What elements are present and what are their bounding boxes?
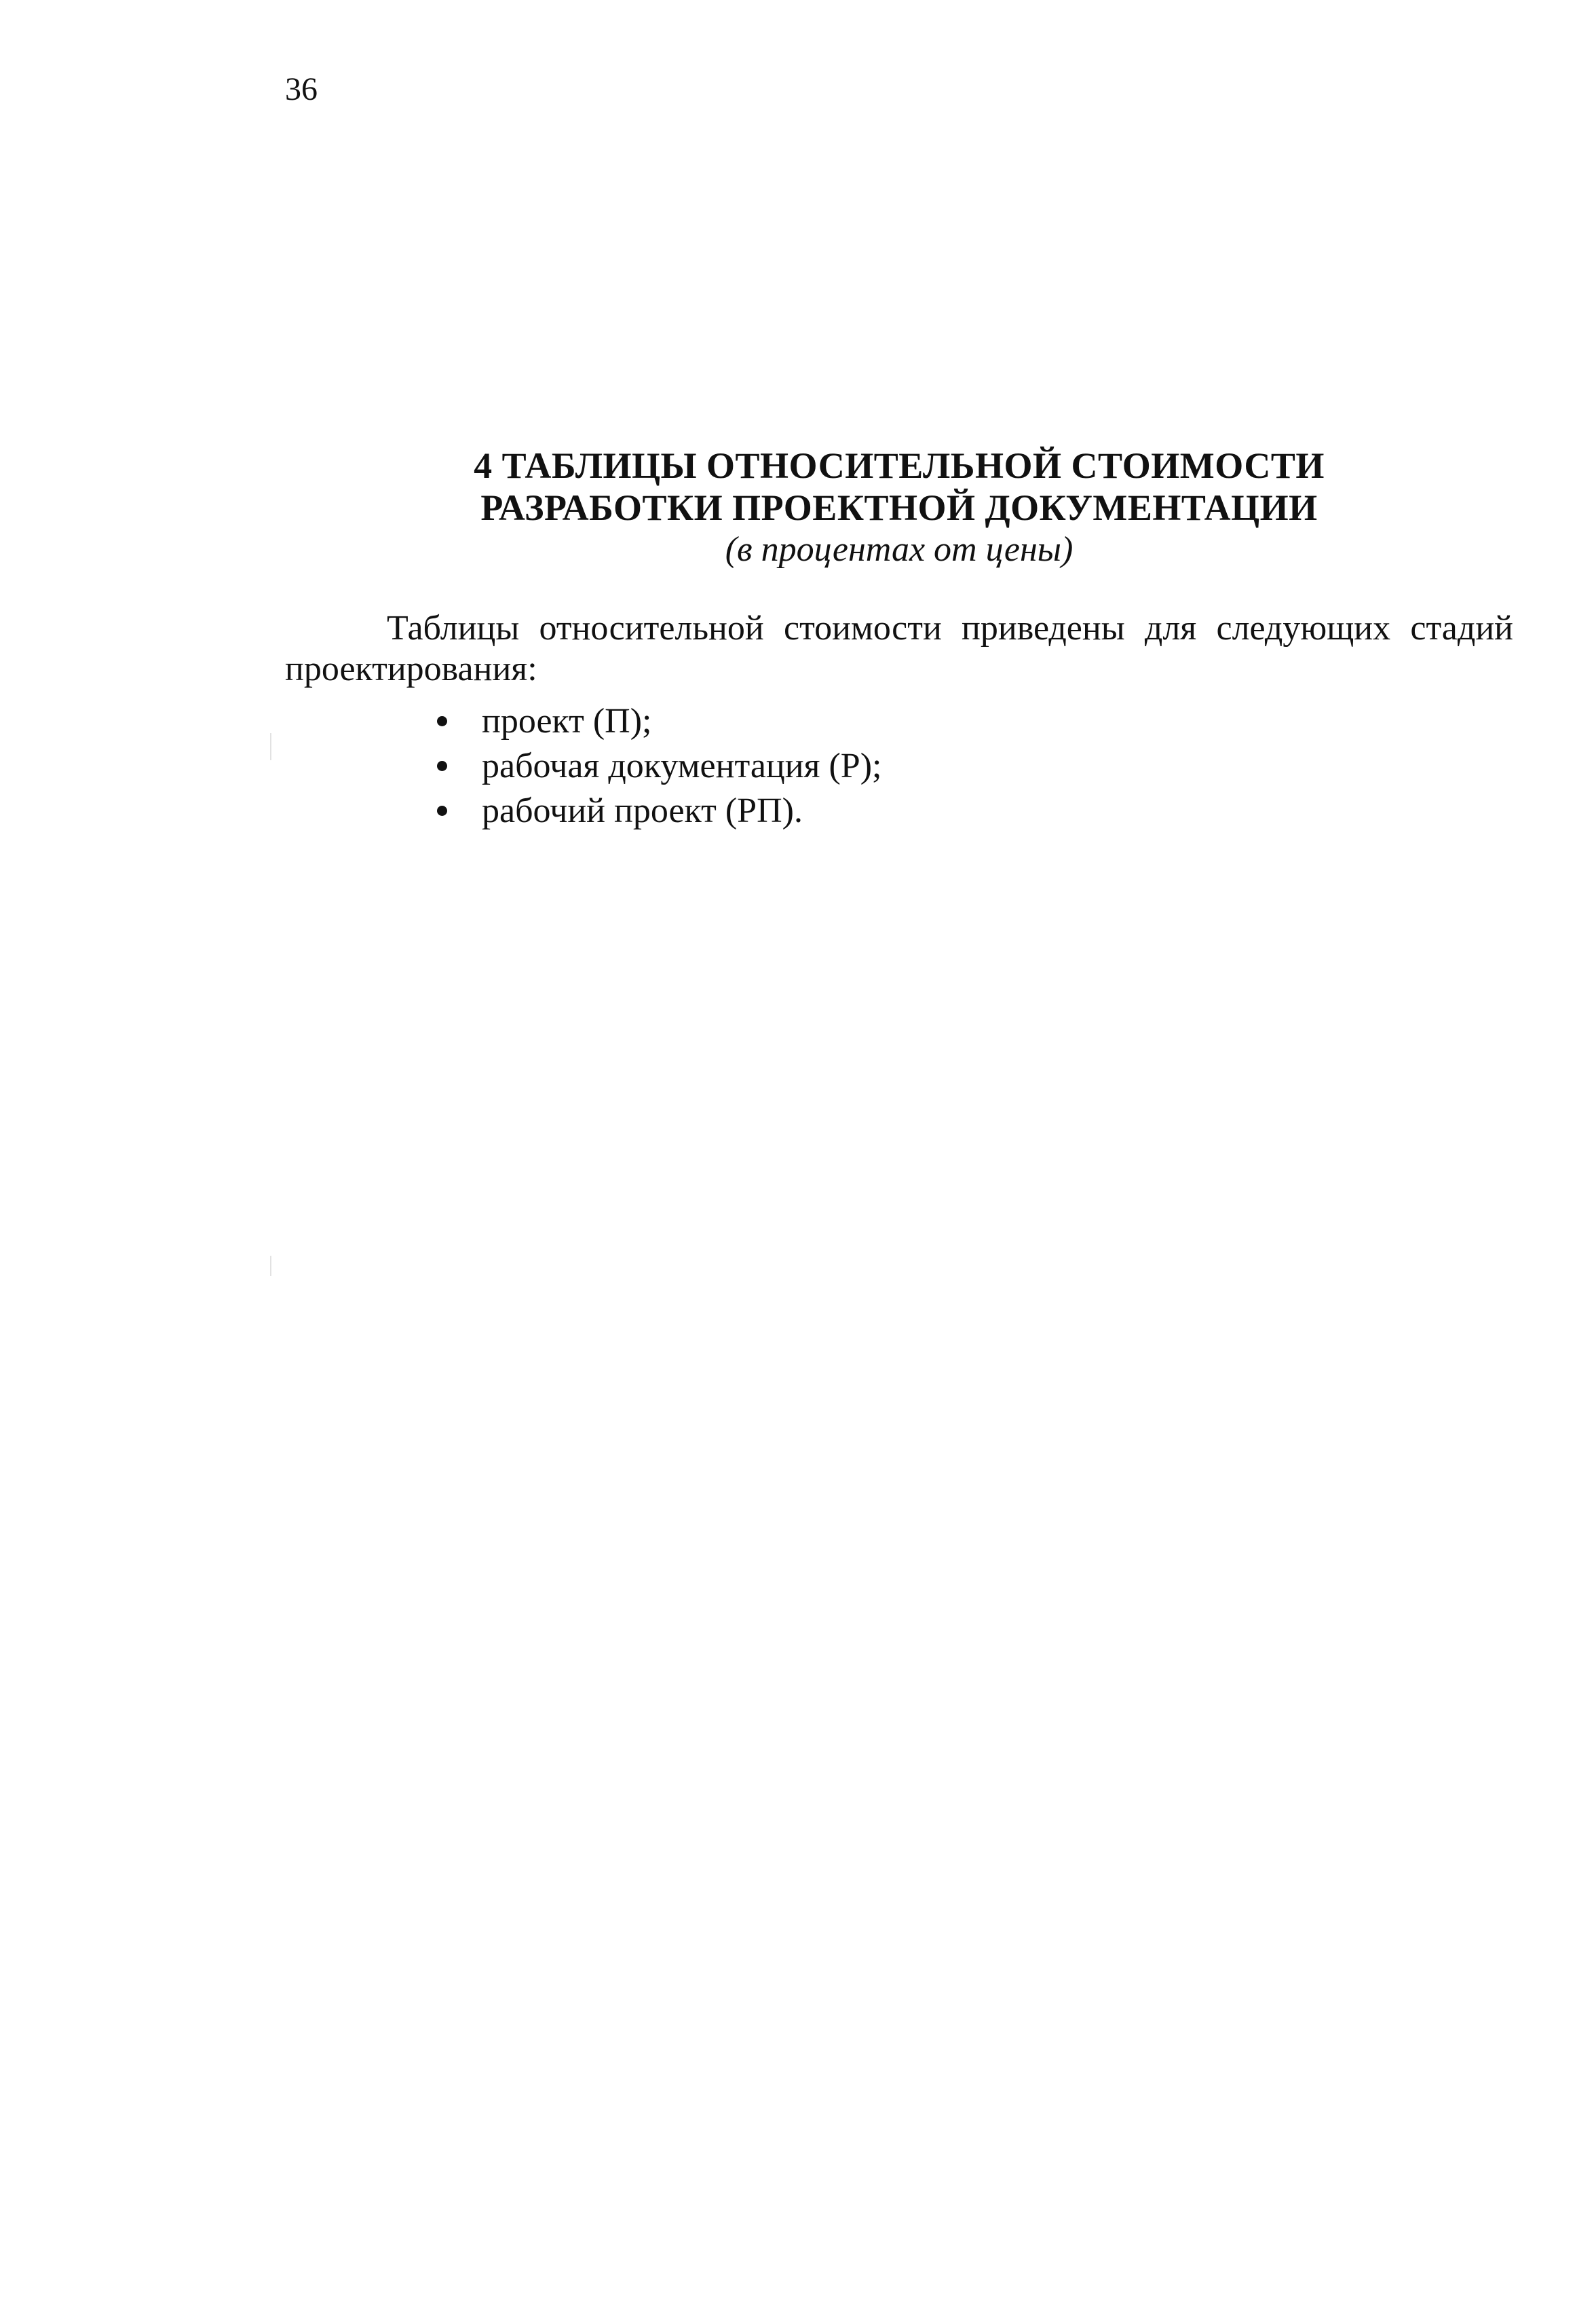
design-stages-list [426,699,881,834]
bullet-icon [437,761,447,771]
section-heading [285,445,1513,571]
scan-margin-mark [270,733,271,760]
page-number: 36 [285,71,318,107]
list-item [426,699,881,744]
stage-label-project: проект (П); [482,702,652,741]
bullet-icon [437,716,447,726]
list-item [426,789,881,834]
list-item [426,744,881,789]
section-subtitle: (в процентах от цены) [725,530,1074,569]
intro-paragraph: Таблицы относительной стоимости приведены для следующих стадий проектирования: [285,609,1513,688]
section-title-line-2: РАЗРАБОТКИ ПРОЕКТНОЙ ДОКУМЕНТАЦИИ [480,487,1318,528]
stage-label-working-project: рабочий проект (РП). [482,791,803,830]
bullet-icon [437,806,447,816]
stage-label-working-docs: рабочая документация (Р); [482,747,882,785]
section-title-line-1: 4 ТАБЛИЦЫ ОТНОСИТЕЛЬНОЙ СТОИМОСТИ [474,445,1325,486]
scan-margin-mark [270,1256,271,1276]
